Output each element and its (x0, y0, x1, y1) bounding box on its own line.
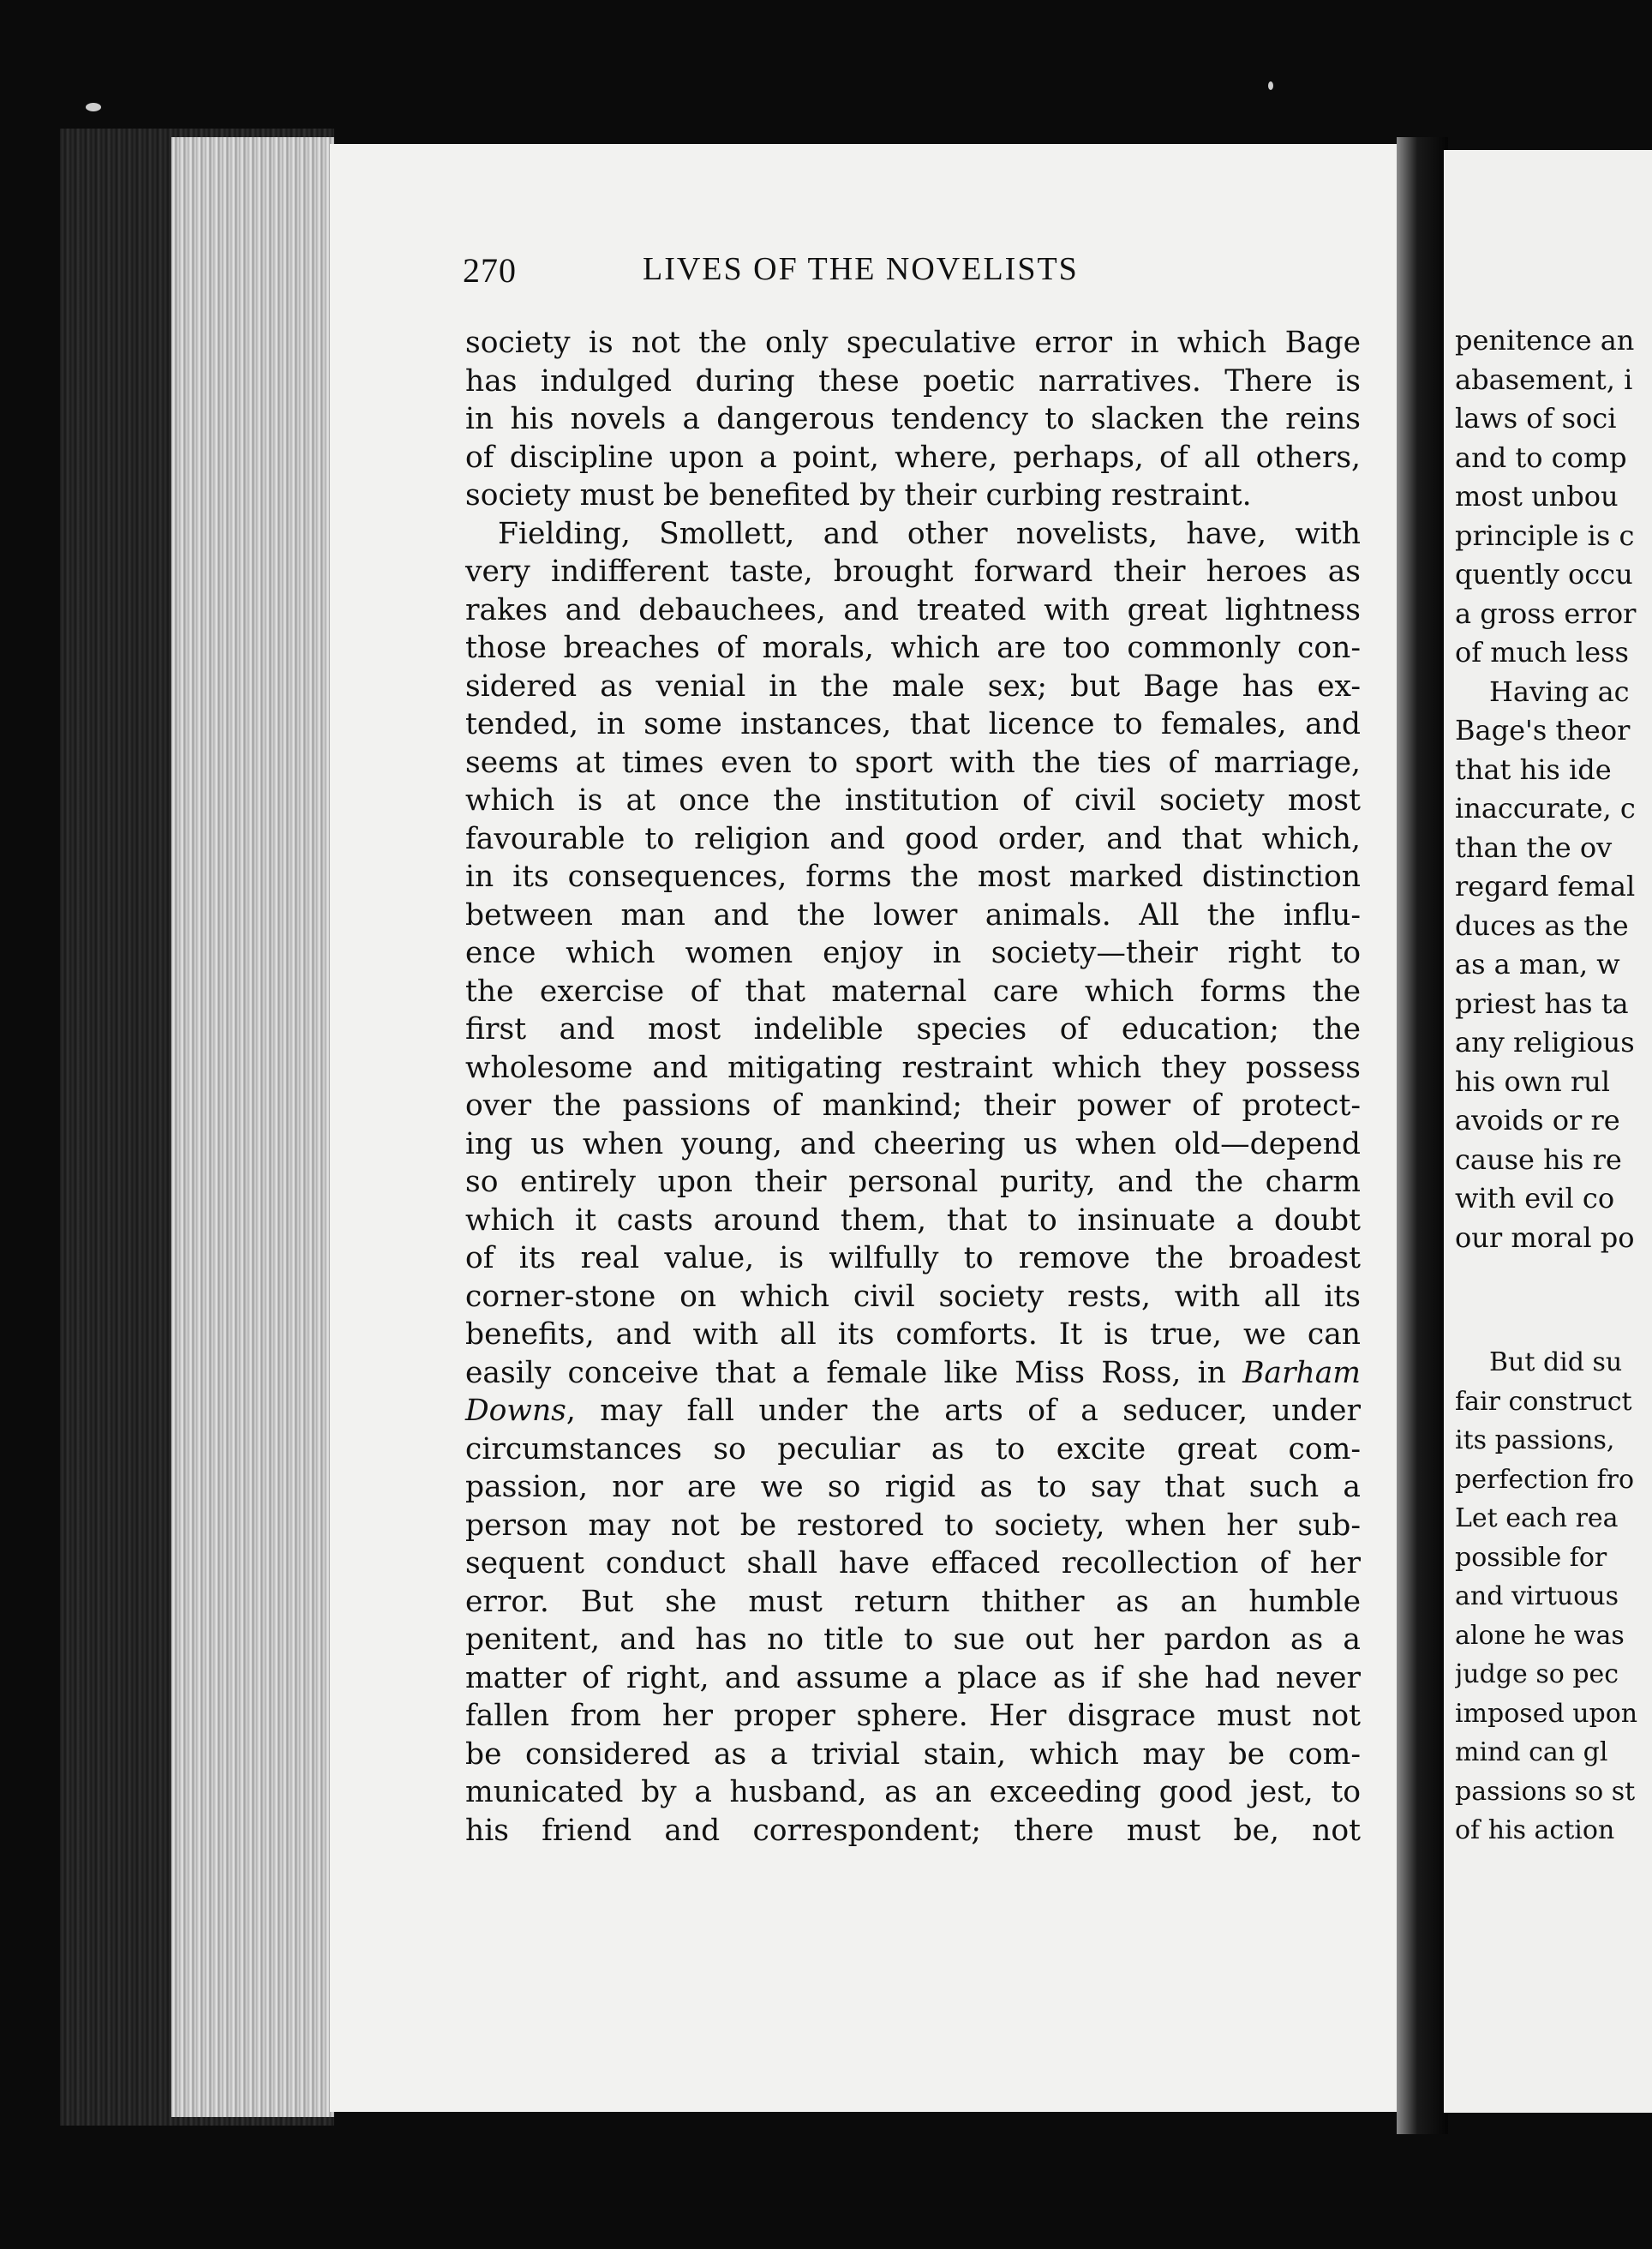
facing-line: and to comp (1455, 441, 1627, 474)
text-line: person may not be restored to society, when her sub- (465, 1508, 1361, 1543)
text-line: error. But she must return thither as an humble (465, 1584, 1361, 1619)
text-line: in his novels a dangerous tendency to slacken the reins (465, 402, 1361, 436)
facing-line: as a man, w (1455, 948, 1620, 981)
text-line: sequent conduct shall have effaced recollection of her (465, 1546, 1361, 1580)
text-line: matter of right, and assume a place as if she had never (465, 1660, 1361, 1695)
main-body-text (465, 324, 1361, 1850)
facing-line: Having ac (1489, 675, 1630, 708)
text-line: penitent, and has no title to sue out her pardon as a (465, 1622, 1361, 1657)
facing-line: avoids or re (1455, 1104, 1620, 1136)
facing-line: inaccurate, c (1455, 792, 1636, 825)
facing-line: that his ide (1455, 753, 1612, 786)
facing-line: of his action (1455, 1815, 1615, 1845)
facing-line: our moral po (1455, 1220, 1635, 1254)
facing-line: But did su (1489, 1347, 1623, 1377)
facing-line: its passions, (1455, 1425, 1615, 1455)
text-line: which is at once the institution of civil society most (465, 783, 1361, 818)
facing-line: Let each rea (1455, 1503, 1619, 1533)
facing-line: imposed upon (1455, 1698, 1638, 1729)
book-gutter (1397, 137, 1448, 2134)
text-line: first and most indelible species of education; the (465, 1012, 1361, 1047)
italic-title: Downs (465, 1394, 566, 1428)
text-line: his friend and correspondent; there must be, not (465, 1813, 1361, 1848)
page-number: 270 (463, 251, 517, 290)
dust-speck (86, 103, 101, 111)
facing-line: abasement, i (1455, 363, 1633, 396)
text-line: sidered as venial in the male sex; but Bage has ex- (465, 669, 1361, 704)
facing-line: cause his re (1455, 1142, 1622, 1176)
facing-line: his own rul (1455, 1065, 1611, 1098)
text-line: municated by a husband, as an exceeding good jest, to (465, 1775, 1361, 1809)
text-line: those breaches of morals, which are too commonly con- (465, 631, 1361, 665)
text-line: wholesome and mitigating restraint which they possess (465, 1050, 1361, 1085)
facing-line: principle is c (1455, 519, 1635, 552)
text-line: benefits, and with all its comforts. It is true, we can (465, 1317, 1361, 1352)
text-segment: easily conceive that a female like Miss Ross, in (465, 1355, 1243, 1390)
text-line: very indifferent taste, brought forward their heroes as (465, 555, 1361, 589)
text-line-with-italic (465, 1354, 1361, 1393)
facing-line: regard femal (1455, 870, 1636, 903)
facing-line: with evil co (1455, 1182, 1615, 1214)
text-line: ing us when young, and cheering us when old—depend (465, 1126, 1361, 1161)
text-line: so entirely upon their personal purity, and the charm (465, 1165, 1361, 1199)
text-line: circumstances so peculiar as to excite great com- (465, 1431, 1361, 1466)
text-line: which it casts around them, that to insinuate a doubt (465, 1202, 1361, 1238)
text-line: favourable to religion and good order, and that which, (465, 821, 1361, 856)
dust-speck (1268, 81, 1273, 90)
facing-line: penitence an (1455, 324, 1635, 357)
text-line: seems at times even to sport with the ties of marriage, (465, 745, 1361, 780)
running-title: LIVES OF THE NOVELISTS (643, 251, 1079, 287)
text-line: has indulged during these poetic narratives. There is (465, 363, 1361, 399)
facing-line: and virtuous (1455, 1581, 1619, 1611)
text-line-with-italic (465, 1392, 1361, 1430)
facing-line: fair construct (1455, 1386, 1632, 1417)
facing-line: a gross error (1455, 597, 1637, 630)
facing-line: of much less (1455, 636, 1629, 669)
facing-line: judge so pec (1455, 1659, 1619, 1689)
facing-line: any religious (1455, 1026, 1635, 1059)
text-line: be considered as a trivial stain, which may be com- (465, 1736, 1361, 1772)
italic-title: Barham (1242, 1355, 1361, 1390)
text-line: in its consequences, forms the most marked distinction (465, 860, 1361, 894)
facing-line: mind can gl (1455, 1737, 1608, 1767)
facing-page-text (1455, 321, 1652, 1850)
page-stack (171, 137, 334, 2117)
facing-line: most unbou (1455, 480, 1619, 513)
facing-line: alone he was (1455, 1620, 1625, 1651)
text-line: passion, nor are we so rigid as to say that such a (465, 1470, 1361, 1504)
running-head (463, 250, 1354, 302)
facing-line: priest has ta (1455, 987, 1629, 1020)
facing-line: possible for (1455, 1542, 1607, 1573)
text-line: the exercise of that maternal care which forms the (465, 974, 1361, 1009)
facing-line: quently occu (1455, 558, 1633, 591)
facing-line: perfection fro (1455, 1464, 1635, 1495)
text-line: tended, in some instances, that licence to females, and (465, 707, 1361, 741)
text-line: Fielding, Smollett, and other novelists, have, with (498, 516, 1361, 551)
text-line: of its real value, is wilfully to remove the broadest (465, 1241, 1361, 1275)
text-line: of discipline upon a point, where, perhaps, of all others, (465, 440, 1361, 475)
text-line: between man and the lower animals. All the influ- (465, 897, 1361, 933)
facing-line: duces as the (1455, 909, 1629, 942)
text-line: society must be benefited by their curbing restraint. (465, 478, 1252, 513)
text-segment: , may fall under the arts of a seducer, under (566, 1394, 1361, 1428)
text-line: ence which women enjoy in society—their right to (465, 936, 1361, 970)
text-line: corner-stone on which civil society rests, with all its (465, 1279, 1361, 1314)
facing-line: laws of soci (1455, 402, 1617, 435)
facing-line: than the ov (1455, 831, 1613, 864)
text-line: over the passions of mankind; their power of protect- (465, 1089, 1361, 1123)
text-line: fallen from her proper sphere. Her disgrace must not (465, 1699, 1361, 1733)
text-line: rakes and debauchees, and treated with great lightness (465, 592, 1361, 627)
text-line: society is not the only speculative error in which Bage (465, 326, 1361, 360)
section-gap (1455, 1257, 1652, 1343)
facing-line: Bage's theor (1455, 714, 1631, 747)
facing-line: passions so st (1455, 1776, 1636, 1807)
